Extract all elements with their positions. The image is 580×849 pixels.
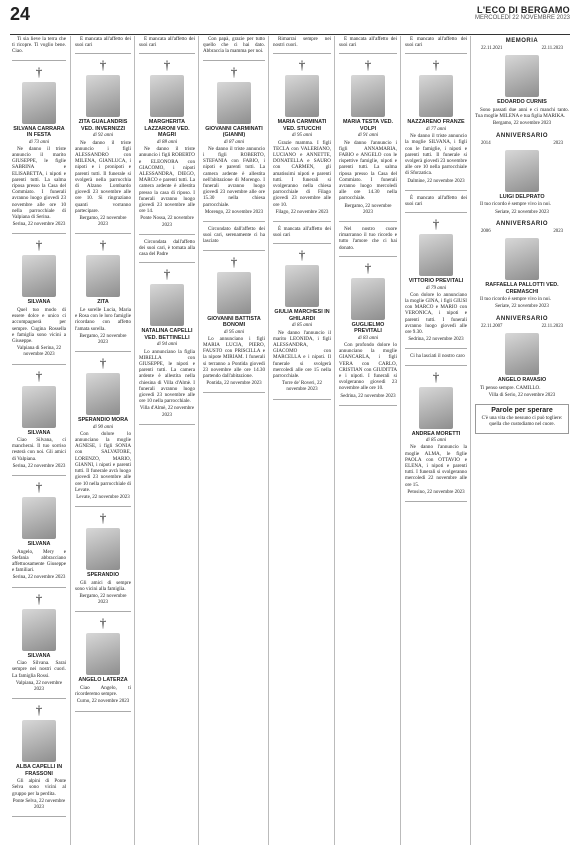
page-header	[10, 4, 570, 35]
cross-icon: †	[99, 57, 107, 73]
cross-icon: †	[35, 590, 43, 606]
memoria-text: Il tuo ricordo è sempre vivo in noi.	[480, 201, 552, 208]
portrait-photo	[505, 333, 539, 375]
portrait-photo	[22, 720, 56, 762]
separator	[139, 53, 195, 54]
obituary-place-date: Serina, 22 novembre 2023	[12, 575, 66, 581]
obituary-text: Ciao Silvana. Sarai sempre nei nostri cuori. La famiglia Rossi.	[12, 660, 66, 679]
cross-icon: †	[35, 367, 43, 383]
obituary-text: Lo annunciano la figlia MIRELLA con GIUSEPPE, le nipoti e parenti tutti. La camera ardente è allestita nella chiesina di Villa d'Almè. I funerali avranno luogo giovedì 23 novembre alle ore 10 nella parrocchiale.	[139, 348, 195, 405]
separator	[203, 60, 265, 61]
obituary-text: Ne danno l'annuncio i figli ANNAMARIA, FABIO e ANGELO con le rispettive famiglie, nipoti e parenti tutti. La salma riposa presso la Casa del Commiato. I funerali avranno luogo mercoledì alle ore 14.30 nella parrocchiale.	[339, 139, 397, 202]
memoria-item	[475, 46, 569, 127]
memoria-text: Sono passati due anni e ci manchi tanto. Tua moglie MILENA e tua figlia MARIKA.	[475, 106, 569, 120]
obituary-block	[12, 703, 66, 811]
separator	[273, 221, 331, 222]
obituary-text: Circondato dall'affetto dei suoi cari, serenamente ci ha lasciato	[203, 226, 265, 245]
deceased-age: di 83 anni	[357, 335, 379, 341]
obituary-place-date: Morengo, 22 novembre 2023	[204, 209, 264, 215]
deceased-age: di 79 anni	[425, 285, 447, 291]
obituary-block	[75, 58, 131, 228]
obituary-block	[339, 226, 397, 251]
memoria-name: EDOARDO CURNIS	[497, 99, 547, 106]
obituary-block	[139, 267, 195, 418]
parole-box	[475, 404, 569, 434]
obituary-text: Con dolore lo annunciano la moglie AGNESE, i figli SONIA con SALVATORE, LORENZO, MARIO, GIANNI, i nipoti e parenti tutti. Il funerale avrà luogo giovedì 23 novembre alle ore 10 nella parrocchiale di Levate.	[75, 430, 131, 493]
date-to: 2023	[553, 229, 563, 235]
obituary-text: Ne danno il triste annuncio i figli ROBERTO e ELEONORA con GIACOMO, i nipoti ALESSANDRA, DIEGO, MARCO e parenti tutti. La camera ardente è allestita presso la casa di riposo. I funerali avranno luogo giovedì 23 novembre alle ore 14.	[139, 146, 195, 215]
memoria-name: LUIGI DELPRATO	[499, 193, 545, 200]
obituary-place-date: Petosino, 22 novembre 2023	[407, 489, 465, 495]
portrait-photo	[505, 150, 539, 192]
deceased-name: GIOVANNI CARMINATI (GIANNI)	[205, 125, 263, 139]
obituary-block	[139, 239, 195, 258]
portrait-photo	[22, 82, 56, 124]
memoria-item	[475, 133, 569, 216]
obituary-text: Angelo, Mery e Stefania abbracciano affettuosamente Giuseppe e familiari.	[12, 548, 66, 574]
portrait-photo	[22, 497, 56, 539]
portrait-photo	[86, 255, 120, 297]
portrait-photo	[505, 55, 539, 97]
deceased-age: di 88 anni	[156, 139, 178, 145]
obituary-text: È mancato all'affetto dei suoi cari	[405, 194, 467, 207]
deceased-age: di 73 anni	[28, 139, 50, 145]
portrait-photo	[419, 234, 453, 276]
deceased-name: MARGHERITA LAZZARONI VED. MAGRI	[144, 119, 190, 139]
deceased-name: SPERANDIO MORA	[77, 417, 129, 424]
separator	[139, 262, 195, 263]
obituary-text: Ne danno l'annuncio la moglie ALMA, le figlie PAOLA con OTTAVIO e ELENA, i nipoti e parenti tutti. I funerali si svolgeranno mercoledì 22 novembre alle ore 15.	[405, 444, 467, 488]
obituary-column-2	[70, 36, 135, 845]
separator	[339, 221, 397, 222]
obituary-place-date: Bergamo, 22 novembre 2023	[79, 216, 127, 228]
obituary-text: È mancata all'affetto dei suoi cari	[273, 226, 331, 239]
publication-date: MERCOLEDÌ 22 NOVEMBRE 2023	[474, 15, 570, 21]
separator	[75, 53, 131, 54]
obituary-place-date: Sedrina, 22 novembre 2023	[408, 337, 464, 343]
deceased-name: ZITA	[97, 299, 109, 306]
date-to: 2023	[553, 140, 563, 146]
deceased-name: MARIA CARMINATI VED. STUCCHI	[277, 119, 327, 132]
obituary-block	[405, 36, 467, 48]
cross-icon: †	[364, 57, 372, 73]
anniversary-heading: ANNIVERSARIO	[495, 132, 548, 139]
date-from: 2014	[481, 140, 491, 146]
separator	[139, 424, 195, 425]
cross-icon: †	[99, 510, 107, 526]
obituary-place-date: Bergamo, 22 novembre 2023	[344, 203, 392, 215]
portrait-photo	[505, 238, 539, 280]
deceased-name: SPERANDIO	[86, 572, 120, 579]
separator	[273, 243, 331, 244]
separator	[12, 698, 66, 699]
cross-icon: †	[432, 216, 440, 232]
obituary-place-date: Bergamo, 22 novembre 2023	[79, 594, 127, 606]
deceased-name: ALBA CAPELLI IN FRASSONI	[15, 764, 63, 777]
portrait-photo	[285, 75, 319, 117]
separator	[139, 234, 195, 235]
obituary-place-date: Valpiana, 22 novembre 2023	[15, 680, 63, 692]
obituary-block	[203, 36, 265, 55]
obituary-block	[339, 36, 397, 48]
obituary-text: Quel tuo modo di essere dolce e unico ci accompagnerà per sempre. Cugina Rossella e famiglia sono vicini a Giuseppe.	[12, 306, 66, 344]
separator	[405, 501, 467, 502]
parole-box-text: C'è una vita che nessuno ci può togliere: quella che custodiamo nel cuore.	[481, 416, 563, 428]
memoria-place-date: Seriate, 22 novembre 2023	[495, 304, 549, 310]
obituary-text: Ne danno l'annuncio il marito LEONIDA, i figli ALESSANDRA, GIACOMO con MARCELLA e i nipoti. Il funerale si svolgerà mercoledì alle ore 15 nella parrocchiale.	[273, 329, 331, 380]
memoria-dates	[481, 324, 563, 330]
obituary-place-date: Ponte Nossa, 22 novembre 2023	[140, 216, 194, 228]
date-from: 2006	[481, 229, 491, 235]
obituary-text: Ciao Silvana, ci mancherai. Il tuo sorriso resterà con noi. Gli amici di Valpiana.	[12, 437, 66, 462]
deceased-name: ANDREA MORETTI	[411, 430, 461, 437]
cross-icon: †	[35, 237, 43, 253]
separator	[203, 392, 265, 393]
deceased-name: SILVANA	[27, 299, 51, 306]
obituary-block	[75, 356, 131, 501]
obituary-place-date: Sedrina, 22 novembre 2023	[340, 393, 396, 399]
obituary-text: Ci ha lasciati il nostro caro	[410, 353, 465, 360]
obituary-place-date: Valpiana di Serina, 22 novembre 2023	[16, 346, 62, 358]
obituary-place-date: Levate, 22 novembre 2023	[76, 494, 130, 500]
obituary-block	[203, 255, 265, 388]
cross-icon: †	[230, 253, 238, 269]
anniversary-heading: ANNIVERSARIO	[495, 315, 548, 322]
deceased-name: GIULIA MARCHESI IN GHILARDI	[274, 309, 330, 322]
obituary-block	[12, 480, 66, 582]
obituary-text: Gli alpini di Ponte Selva sono vicini al gruppo per la perdita.	[12, 778, 66, 797]
obituary-block	[75, 616, 131, 705]
publication-info	[475, 5, 570, 21]
memoria-place-date: Bergamo, 22 novembre 2023	[492, 121, 552, 127]
portrait-photo	[86, 528, 120, 570]
separator	[405, 212, 467, 213]
obituary-block	[273, 36, 331, 48]
obituary-place-date: Serina, 22 novembre 2023	[12, 463, 66, 469]
deceased-name: SILVANA	[27, 429, 51, 436]
memoria-dates	[481, 229, 563, 235]
memoria-place-date: Seriate, 22 novembre 2023	[495, 209, 549, 215]
cross-icon: †	[99, 615, 107, 631]
obituary-block	[203, 226, 265, 245]
obituary-block	[139, 58, 195, 228]
obituary-text: Ciao Angelo, ti ricorderemo sempre.	[75, 684, 131, 698]
deceased-age: di 87 anni	[223, 139, 245, 145]
obituary-block	[405, 217, 467, 343]
separator	[75, 351, 131, 352]
separator	[75, 711, 131, 712]
obituary-place-date: Pontida, 22 novembre 2023	[206, 381, 262, 387]
obituary-place-date: Ponte Selva, 22 novembre 2023	[12, 798, 66, 810]
deceased-name: MARIA TESTA VED. VOLPI	[342, 119, 394, 132]
date-from: 22.11.2007	[481, 323, 503, 329]
separator	[12, 816, 66, 817]
separator	[405, 53, 467, 54]
anniversary-heading: ANNIVERSARIO	[495, 220, 548, 227]
obituary-column-4	[198, 36, 269, 845]
deceased-age: di 90 anni	[92, 424, 114, 430]
obituary-block	[273, 58, 331, 216]
portrait-photo	[419, 387, 453, 429]
obituary-text: Grazie mamma. I figli TECLA con VALERIANO, LUCIANO e ANNETTE, DONATELLA e SAURO con CARMEN, gli amatissimi nipoti e parenti tutti. I funerali si svolgeranno nella chiesa parrocchiale di Filago giovedì 23 novembre alle ore 10.	[273, 139, 331, 208]
obituary-place-date: Torre de' Roveri, 22 novembre 2023	[282, 381, 322, 393]
date-to: 22.11.2023	[541, 323, 563, 329]
portrait-photo	[419, 75, 453, 117]
obituary-place-date: Curno, 22 novembre 2023	[76, 699, 130, 705]
memoria-text: Il tuo ricordo è sempre vivo in noi.	[480, 296, 552, 303]
cross-icon: †	[99, 355, 107, 371]
deceased-name: VITTORIO PREVITALI	[408, 278, 464, 285]
obituary-block	[75, 238, 131, 346]
memoria-place-date: Villa di Serio, 22 novembre 2023	[488, 392, 556, 398]
obituary-text: È mancata all'affetto dei suoi cari	[75, 36, 131, 49]
obituary-text: È mancato all'affetto dei suoi cari	[405, 36, 467, 49]
publication-title: L'ECO DI BERGAMO	[477, 5, 570, 15]
obituary-text: Gli amici di sempre sono vicini alla famiglia.	[75, 579, 131, 592]
separator	[12, 587, 66, 588]
obituary-column-6	[334, 36, 401, 845]
deceased-age: di 95 anni	[291, 133, 313, 139]
obituary-block	[12, 36, 66, 55]
separator	[75, 506, 131, 507]
deceased-name: NATALINA CAPELLI VED. BETTINELLI	[141, 328, 193, 341]
obituary-text: Ne danno il triste annuncio i figli ALESSANDRO con MILENA, GIANLUCA, i nipoti e i pronipoti e parenti tutti. Il funerale si svolgerà nella parrocchia di Alzano Lombardo giovedì 23 novembre alle ore 10. Si ringraziano quanti vorranno partecipare.	[75, 139, 131, 214]
deceased-name: ZITA GUALANDRIS VED. INVERNIZZI	[78, 119, 128, 132]
separator	[12, 475, 66, 476]
obituary-block	[273, 226, 331, 238]
memoria-name: ANGELO RAVASIO	[497, 377, 547, 384]
cross-icon: †	[432, 57, 440, 73]
obituary-block	[12, 592, 66, 694]
portrait-photo	[22, 609, 56, 651]
cross-icon: †	[35, 702, 43, 718]
portrait-photo	[86, 633, 120, 675]
cross-icon: †	[298, 247, 306, 263]
obituary-block	[273, 248, 331, 393]
obituary-text: Le sorelle Lucia, Maria e Rosa con le loro famiglie ricordano con affetto l'amata sorella.	[75, 306, 131, 332]
deceased-age: di 94 anni	[156, 342, 178, 348]
obituary-block	[12, 65, 66, 229]
parole-box-title: Parole per sperare	[491, 406, 553, 414]
obituary-place-date: Filago, 22 novembre 2023	[275, 209, 329, 215]
deceased-name: ANGELO LATERZA	[78, 677, 128, 684]
separator	[75, 233, 131, 234]
deceased-name: SILVANA	[27, 541, 51, 548]
deceased-age: di 91 anni	[357, 133, 379, 139]
cross-icon: †	[432, 368, 440, 384]
portrait-photo	[150, 75, 184, 117]
obituary-block	[339, 58, 397, 216]
separator	[339, 53, 397, 54]
separator	[12, 233, 66, 234]
obituary-column-3	[134, 36, 199, 845]
deceased-age: di 77 anni	[425, 126, 447, 132]
portrait-photo	[351, 278, 385, 320]
cross-icon: †	[99, 237, 107, 253]
obituary-place-date: Serina, 22 novembre 2023	[12, 222, 66, 228]
obituary-text: Rimarrai sempre nei nostri cuori.	[273, 36, 331, 49]
cross-icon: †	[163, 266, 171, 282]
deceased-name: SILVANA CARRARA IN FESTA	[13, 125, 65, 139]
obituary-column-1	[8, 36, 70, 845]
page-number: 24	[10, 4, 31, 24]
portrait-photo	[285, 265, 319, 307]
obituary-block	[405, 58, 467, 184]
deceased-age: di 95 anni	[223, 329, 245, 335]
separator	[12, 364, 66, 365]
obituary-block	[75, 36, 131, 48]
separator	[339, 256, 397, 257]
obituary-text: Nel nostro cuore rimarranno il tuo ricordo e tutto l'amore che ci hai donato.	[339, 226, 397, 251]
obituary-text: È mancata all'affetto dei suoi cari	[139, 36, 195, 49]
separator	[12, 60, 66, 61]
deceased-name: GIOVANNI BATTISTA BONOMI	[207, 315, 261, 329]
portrait-photo	[217, 272, 251, 314]
date-to: 22.11.2023	[541, 46, 563, 52]
separator	[273, 53, 331, 54]
obituary-text: Circondata dall'affetto dei suoi cari, è tornata alla casa del Padre	[139, 238, 195, 258]
memoria-name: RAFFAELLA PALLOTTI VED. CREMASCHI	[485, 282, 559, 295]
obituary-block	[405, 370, 467, 496]
memoria-item	[475, 316, 569, 399]
memoria-item	[475, 221, 569, 311]
obituary-text: Ne danno il triste annuncio il marito GIUSEPPE, le figlie SABRINA e ELISABETTA, i nipoti e parenti tutti. La salma riposa presso la Casa del Commiato. I funerali avranno luogo giovedì 23 novembre alle ore 10 nella parrocchiale di Valpiana di Serina.	[12, 145, 66, 221]
cross-icon: †	[364, 259, 372, 275]
separator	[203, 221, 265, 222]
memoria-text: Ti penso sempre. CAMILLO.	[480, 384, 541, 391]
obituary-column-7	[400, 36, 471, 845]
memoria-heading: MEMORIA	[505, 38, 539, 44]
separator	[405, 348, 467, 349]
obituary-text: È mancata all'affetto dei suoi cari	[339, 36, 397, 49]
obituary-place-date: Villa d'Almè, 22 novembre 2023	[139, 406, 195, 418]
cross-icon: †	[298, 57, 306, 73]
separator	[339, 405, 397, 406]
portrait-photo	[150, 284, 184, 326]
obituary-text: Lo annunciano i figli MARIA LUCIA, PIERO, FAUSTO con PRISCILLA e la nipote MIRIAM. I funerali si terranno a Pontida giovedì 23 novembre alle ore 14.30 partendo dall'abitazione.	[203, 335, 265, 380]
deceased-age: di 92 anni	[92, 133, 114, 139]
deceased-name: SILVANA	[27, 652, 51, 659]
obituary-block	[405, 195, 467, 207]
obituary-block	[12, 369, 66, 471]
memoria-dates	[481, 46, 563, 52]
obituary-text: Con papà, grazie per tutto quello che ci hai dato. Abbraccia la mamma per noi.	[203, 36, 265, 55]
obituary-block	[339, 261, 397, 400]
separator	[203, 250, 265, 251]
obituary-text: Ne danno il triste annuncio la moglie SILVANA, i figli con le famiglie, i nipoti e parenti tutti. Il funerale si svolgerà giovedì 23 novembre alle ore 10 nella parrocchiale di Sforzatica.	[405, 133, 467, 177]
portrait-photo	[22, 255, 56, 297]
obituary-text: Con profondo dolore lo annunciano la moglie GIANCARLA, i figli VERA con CARLO, CRISTIAN con GIUDITTA e i nipoti. I funerali si svolgeranno giovedì 23 novembre alle ore 10.	[339, 342, 397, 392]
deceased-name: GUGLIELMO PREVITALI	[351, 321, 385, 335]
portrait-photo	[351, 75, 385, 117]
cross-icon: †	[163, 57, 171, 73]
obituary-place-date: Dalmine, 22 novembre 2023	[407, 178, 465, 184]
separator	[405, 190, 467, 191]
obituary-block	[139, 36, 195, 48]
obituary-block	[12, 238, 66, 358]
obituary-column-5	[268, 36, 335, 845]
deceased-age: di 85 anni	[291, 323, 313, 329]
separator	[75, 611, 131, 612]
obituary-block	[405, 353, 467, 359]
obituary-place-date: Bergamo, 22 novembre 2023	[79, 333, 127, 345]
portrait-photo	[86, 75, 120, 117]
portrait-photo	[86, 373, 120, 415]
separator	[405, 365, 467, 366]
obituary-block	[75, 511, 131, 606]
portrait-photo	[22, 386, 56, 428]
cross-icon: †	[230, 63, 238, 79]
memoria-dates	[481, 141, 563, 147]
obituary-text: Ne danno il triste annuncio i figli ROBERTO, STEFANIA con FABIO, i nipoti e parenti tutti. La camera ardente è allestita nell'abitazione di Morengo. I funerali avranno luogo giovedì 23 novembre alle ore 15.30 nella chiesa parrocchiale.	[203, 145, 265, 208]
obituary-text: Ti sia lieve la terra che ti ricopre. Ti voglio bene. Ciao.	[12, 36, 66, 55]
date-from: 22.11.2021	[481, 46, 503, 52]
memoria-column	[470, 36, 573, 845]
deceased-age: di 85 anni	[425, 438, 447, 444]
deceased-name: NAZZARENO FRANZE	[407, 119, 465, 126]
separator	[273, 399, 331, 400]
obituary-text: Con dolore lo annunciano la moglie GINA, i figli GIUSI con MARCO e MARIO con VERONICA, i nipoti e parenti tutti. I funerali avranno luogo giovedì alle ore 9.30.	[405, 291, 467, 336]
cross-icon: †	[35, 63, 43, 79]
obituary-block	[203, 65, 265, 216]
cross-icon: †	[35, 479, 43, 495]
portrait-photo	[217, 82, 251, 124]
